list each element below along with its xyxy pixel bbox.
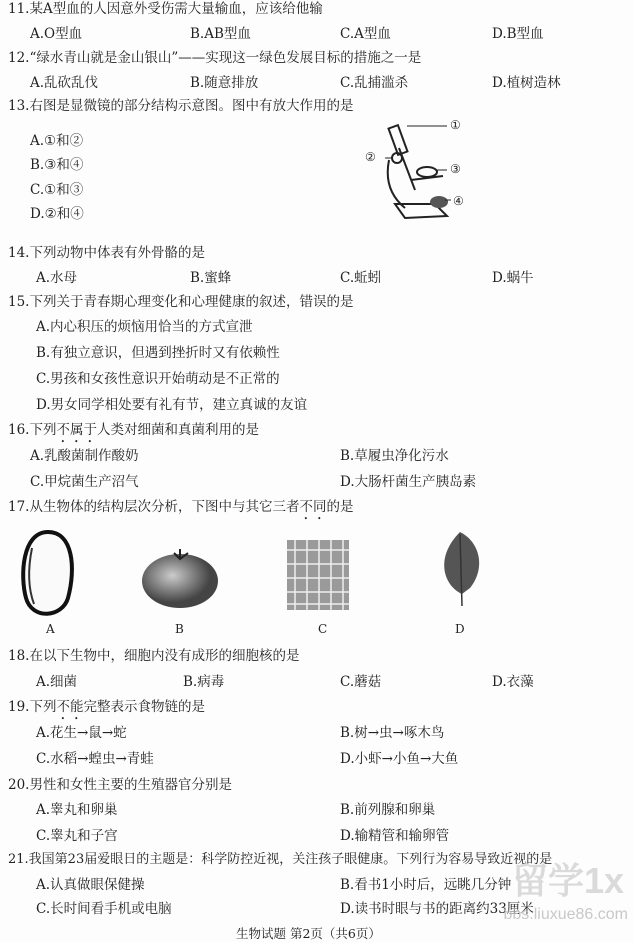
option: B.③和④: [30, 157, 84, 173]
option: A.乱砍乱伐: [30, 75, 99, 91]
stem-emphasis: 不同: [299, 499, 327, 515]
option: C.蘑菇: [340, 674, 382, 690]
option: A.认真做眼保健操: [36, 877, 145, 893]
leaf-image: [430, 528, 490, 608]
option: D.输精管和输卵管: [340, 828, 450, 844]
option: D.B型血: [492, 26, 544, 42]
figure-label: ③: [450, 162, 461, 176]
watermark-url: bbs.liuxue86.com: [503, 906, 628, 923]
option: B.AB型血: [190, 26, 251, 42]
figure-label: D: [455, 622, 465, 636]
tomato-image: [140, 545, 220, 610]
option: A.睾丸和卵巢: [36, 802, 118, 818]
stem-text: 完整表示食物链的是: [83, 699, 205, 715]
question-15: 15.下列关于青春期心理变化和心理健康的叙述，错误的是: [8, 294, 354, 310]
option: D.植树造林: [492, 75, 561, 91]
option: C.男孩和女孩性意识开始萌动是不正常的: [36, 371, 280, 387]
option: D.读书时眼与书的距离约33厘米: [340, 901, 534, 917]
option: B.有独立意识，但遇到挫折时又有依赖性: [36, 345, 280, 361]
question-18: 18.在以下生物中，细胞内没有成形的细胞核的是: [8, 648, 300, 664]
question-13: 13.右图是显微镜的部分结构示意图。图中有放大作用的是: [8, 98, 354, 114]
option: B.蜜蜂: [190, 270, 232, 286]
question-11: 11.某A型血的人因意外受伤需大量输血，应该给他输: [8, 1, 323, 17]
stem-emphasis: 不能: [56, 699, 84, 715]
stem-text: 19.下列: [8, 699, 57, 715]
stem-text: 的是: [326, 499, 354, 515]
cell-tissue-image: [287, 540, 349, 610]
option: B.草履虫净化污水: [340, 448, 449, 464]
option: D.衣藻: [492, 674, 534, 690]
option: A.花生→鼠→蛇: [36, 725, 127, 741]
option: C.①和③: [30, 182, 84, 198]
bean-seed-image: [18, 528, 78, 620]
option: A.O型血: [30, 26, 83, 42]
option: A.水母: [36, 270, 78, 286]
option: A.乳酸菌制作酸奶: [30, 448, 139, 464]
option: D.②和④: [30, 206, 84, 222]
option: C.A型血: [340, 26, 391, 42]
option: A.①和②: [30, 133, 84, 149]
figure-label: ①: [450, 118, 461, 132]
option: D.男女同学相处要有礼有节，建立真诚的友谊: [36, 397, 308, 413]
option: C.甲烷菌生产沼气: [30, 474, 139, 490]
option: B.看书1小时后，远眺几分钟: [340, 877, 512, 893]
option: B.病毒: [183, 674, 225, 690]
stem-text: 16.下列: [8, 422, 57, 438]
question-14: 14.下列动物中体表有外骨骼的是: [8, 245, 205, 261]
question-19: [8, 698, 205, 723]
question-20: 20.男性和女性主要的生殖器官分别是: [8, 777, 232, 793]
option: C.乱捕滥杀: [340, 75, 409, 91]
figure-label: ④: [453, 194, 464, 208]
option: D.蜗牛: [492, 270, 534, 286]
figure-label: ②: [365, 150, 376, 164]
option: D.小虾→小鱼→大鱼: [340, 751, 459, 767]
option: A.内心积压的烦恼用恰当的方式宣泄: [36, 319, 253, 335]
stem-text: 17.从生物体的结构层次分析，下图中与其它三者: [8, 499, 300, 515]
question-12: 12.“绿水青山就是金山银山”——实现这一绿色发展目标的措施之一是: [8, 50, 422, 66]
question-16: [8, 421, 259, 446]
option: D.大肠杆菌生产胰岛素: [340, 474, 477, 490]
figure-label: C: [318, 622, 328, 636]
option: A.细菌: [36, 674, 78, 690]
option: B.随意排放: [190, 75, 259, 91]
stem-text: 人类对细菌和真菌利用的是: [96, 422, 259, 438]
stem-emphasis: 不属于: [56, 422, 97, 438]
figure-label: A: [46, 622, 55, 636]
figure-label: B: [175, 622, 184, 636]
option: C.蚯蚓: [340, 270, 382, 286]
option: C.睾丸和子宫: [36, 828, 118, 844]
option: C.长时间看手机或电脑: [36, 901, 172, 917]
option: B.前列腺和卵巢: [340, 802, 436, 818]
watermark-logo: 留学1x: [511, 860, 624, 901]
option: B.树→虫→啄木鸟: [340, 725, 445, 741]
page-footer: 生物试题 第2页（共6页）: [236, 926, 381, 941]
question-17: [8, 498, 353, 523]
question-21: 21.我国第23届爱眼日的主题是：科学防控近视，关注孩子眼健康。下列行为容易导致近视的是: [8, 852, 553, 867]
option: C.水稻→蝗虫→青蛙: [36, 751, 154, 767]
